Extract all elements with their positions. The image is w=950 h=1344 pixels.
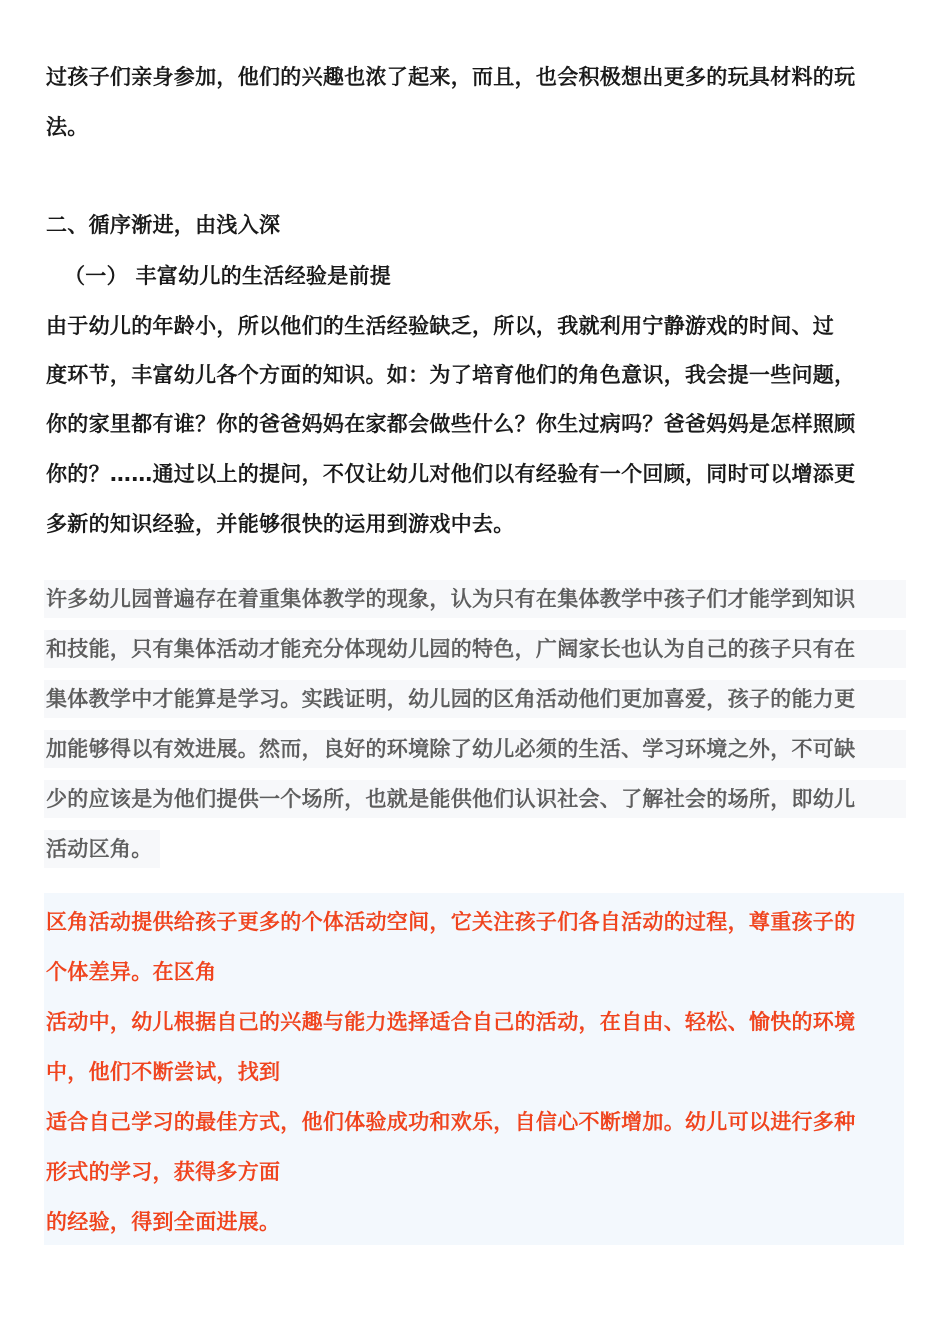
highlight-line-4: 中，他们不断尝试，找到 <box>46 1060 281 1084</box>
paragraph-2-line-4: 加能够得以有效进展。然而，良好的环境除了幼儿必须的生活、学习环境之外，不可缺 <box>46 737 856 761</box>
paragraph-1-line-1: 由于幼儿的年龄小，所以他们的生活经验缺乏，所以，我就利用宁静游戏的时间、过 <box>46 314 835 338</box>
highlight-line-2: 个体差异。在区角 <box>46 960 217 984</box>
paragraph-continuation-line-1: 过孩子们亲身参加，他们的兴趣也浓了起来，而且，也会积极想出更多的玩具材料的玩 <box>46 65 856 89</box>
paragraph-1-line-2: 度环节，丰富幼儿各个方面的知识。如：为了培育他们的角色意识，我会提一些问题， <box>46 363 856 387</box>
paragraph-2-line-1: 许多幼儿园普遍存在着重集体教学的现象，认为只有在集体教学中孩子们才能学到知识 <box>46 587 856 611</box>
highlight-line-5: 适合自己学习的最佳方式，他们体验成功和欢乐，自信心不断增加。幼儿可以进行多种 <box>46 1110 856 1134</box>
highlight-line-3: 活动中，幼儿根据自己的兴趣与能力选择适合自己的活动，在自由、轻松、愉快的环境 <box>46 1010 856 1034</box>
highlight-line-1: 区角活动提供给孩子更多的个体活动空间，它关注孩子们各自活动的过程，尊重孩子的 <box>46 910 856 934</box>
paragraph-2-line-6: 活动区角。 <box>46 837 153 861</box>
paragraph-1-line-3: 你的家里都有谁？你的爸爸妈妈在家都会做些什么？你生过病吗？爸爸妈妈是怎样照顾 <box>46 412 856 436</box>
subsection-heading: （一） 丰富幼儿的生活经验是前提 <box>64 264 392 288</box>
paragraph-1-line-4: 你的？……通过以上的提问，不仅让幼儿对他们以有经验有一个回顾，同时可以增添更 <box>46 462 856 486</box>
section-heading: 二、循序渐进，由浅入深 <box>46 213 281 237</box>
highlight-line-7: 的经验，得到全面进展。 <box>46 1210 281 1234</box>
paragraph-2-line-5: 少的应该是为他们提供一个场所，也就是能供他们认识社会、了解社会的场所，即幼儿 <box>46 787 856 811</box>
highlight-line-6: 形式的学习，获得多方面 <box>46 1160 281 1184</box>
paragraph-1-line-5: 多新的知识经验，并能够很快的运用到游戏中去。 <box>46 512 515 536</box>
paragraph-continuation-line-2: 法。 <box>46 115 89 139</box>
paragraph-2-line-3: 集体教学中才能算是学习。实践证明，幼儿园的区角活动他们更加喜爱，孩子的能力更 <box>46 687 856 711</box>
paragraph-2-line-2: 和技能，只有集体活动才能充分体现幼儿园的特色，广阔家长也认为自己的孩子只有在 <box>46 637 856 661</box>
